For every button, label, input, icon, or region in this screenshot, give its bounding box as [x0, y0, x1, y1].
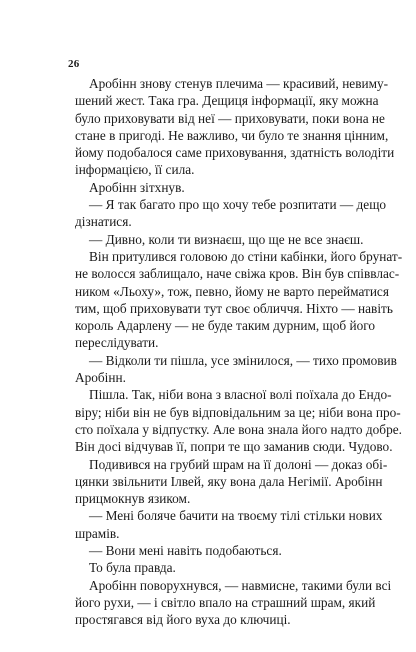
- text-line: Аробінн.: [75, 370, 126, 386]
- text-line: цянки звільнити Ілвей, яку вона дала Негімії. Аробінн: [75, 473, 383, 489]
- text-line: Аробінн знову стенув плечима — красивий, невиму-: [89, 76, 389, 91]
- text-line: переслідувати.: [75, 335, 159, 351]
- paragraph: [75, 456, 388, 508]
- text-line: стане в пригоді. Не важливо, чи було те знання цінним,: [75, 127, 389, 143]
- paragraph: [75, 386, 402, 455]
- text-line: — Відколи ти пішла, усе змінилося, — тихо промовив: [89, 352, 397, 368]
- text-line: Він притулився головою до стіни кабінки, його брунат-: [89, 248, 403, 264]
- paragraph: [75, 75, 395, 179]
- text-line: — Вони мені навіть подобаються.: [89, 543, 282, 559]
- text-line: було приховувати від неї — приховувати, поки вона не: [75, 110, 385, 126]
- text-line: прицмокнув язиком.: [75, 491, 191, 507]
- paragraph: [75, 542, 357, 559]
- text-line: — Мені боляче бачити на твоєму тілі стільки нових: [89, 508, 383, 524]
- text-line: ником «Льоху», тож, певно, йому не варто перейматися: [75, 283, 389, 299]
- paragraph: [75, 231, 364, 248]
- text-line: То була правда.: [89, 560, 176, 576]
- text-line: дізнатися.: [75, 214, 132, 230]
- page-number: 26: [68, 58, 80, 70]
- text-line: шрамів.: [75, 525, 120, 541]
- text-line: — Дивно, коли ти визнаєш, що ще не все знаєш.: [89, 231, 364, 247]
- paragraph: [75, 179, 357, 196]
- text-line: йому подобалося саме приховування, здатність володіти: [75, 145, 395, 161]
- text-line: Він досі відчував її, попри те що заманив сюди. Чудово.: [75, 439, 393, 455]
- body-text: [75, 75, 403, 629]
- paragraph: [75, 352, 397, 387]
- text-line: король Адарлену — не буде таким дурним, щоб його: [75, 318, 376, 334]
- text-line: інформацією, її сила.: [75, 162, 195, 178]
- paragraph: [75, 507, 383, 542]
- text-line: — Я так багато про що хочу тебе розпитати — дещо: [89, 197, 387, 213]
- text-line: сто поїхала у відпустку. Але вона знала його надто добре.: [75, 421, 402, 437]
- text-line: Аробінн поворухнувся, — навмисне, такими були всі: [89, 577, 392, 593]
- text-line: Аробінн зітхнув.: [89, 179, 185, 195]
- text-line: Пішла. Так, ніби вона з власної волі поїхала до Ендо-: [89, 387, 392, 403]
- text-line: Подивився на грубий шрам на її долоні — доказ обі-: [89, 456, 388, 472]
- text-line: шений жест. Така гра. Дещиця інформації, яку можна: [75, 93, 379, 109]
- paragraph: [75, 248, 403, 352]
- text-line: віру; ніби він не був відповідальним за це; ніби вона про-: [75, 404, 401, 420]
- paragraph: [75, 559, 357, 576]
- text-line: простягався від його вуха до ключиці.: [75, 612, 291, 628]
- text-line: його рухи, — і світло впало на страшний шрам, який: [75, 594, 376, 610]
- paragraph: [75, 196, 387, 231]
- paragraph: [75, 577, 392, 629]
- text-line: тим, щоб приховувати тут своє обличчя. Ніхто — навіть: [75, 300, 393, 316]
- text-line: не волосся заблищало, наче свіжа кров. Він був співвлас-: [75, 266, 400, 282]
